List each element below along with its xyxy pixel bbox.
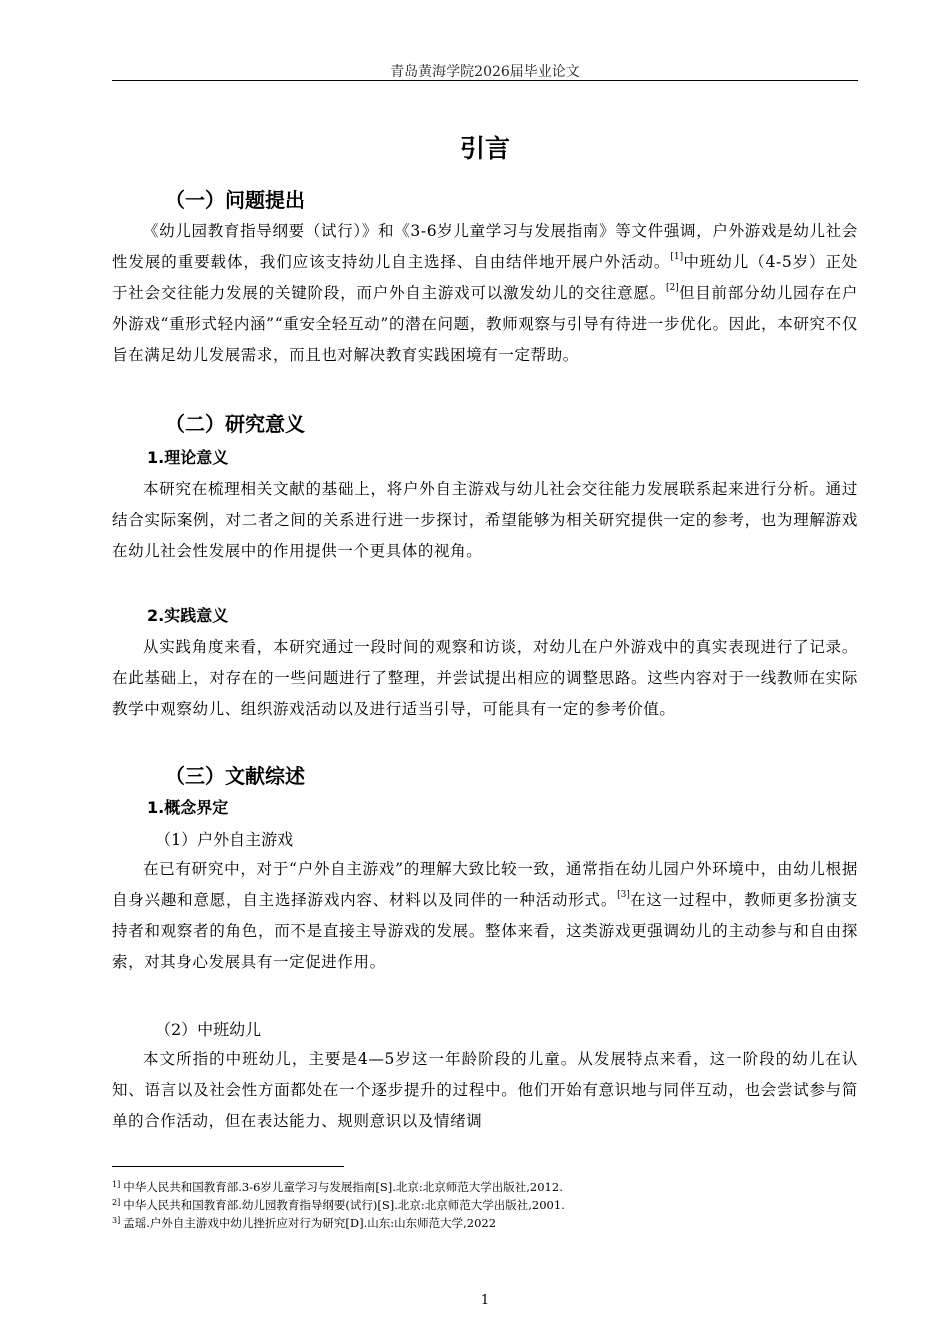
paragraph-practice: 从实践角度来看，本研究通过一段时间的观察和访谈，对幼儿在户外游戏中的真实表现进行了记录。在此基础上，对存在的一些问题进行了整理，并尝试提出相应的调整思路。这些内容对于一线教师在实际教学中观察幼儿、组织游戏活动以及进行适当引导，可能具有一定的参考价值。	[112, 638, 858, 718]
section-heading-literature: （三）文献综述	[165, 764, 305, 788]
footnote-text: 中华人民共和国教育部.3-6岁儿童学习与发展指南[S].北京:北京师范大学出版社,2012.	[123, 1180, 563, 1194]
page-number: 1	[480, 1293, 490, 1308]
footnote-marker: 2]	[112, 1198, 121, 1207]
page-title: 引言	[459, 134, 510, 163]
paragraph-outdoor-play	[112, 854, 858, 978]
subheading-practice: 2.实践意义	[147, 606, 229, 625]
paragraph-text: 《幼儿园教育指导纲要（试行）》和《3-6岁儿童学习与发展指南》等文件强调，户外游戏是幼儿社会性发展的重要载体，我们应该支持幼儿自主选择、自由结伴地开展户外活动。	[112, 222, 858, 271]
footnote-1	[112, 1176, 858, 1196]
footnote-3	[112, 1212, 858, 1232]
paragraph-theory: 本研究在梳理相关文献的基础上，将户外自主游戏与幼儿社会交往能力发展联系起来进行分析。通过结合实际案例，对二者之间的关系进行进一步探讨，希望能够为相关研究提供一定的参考，也为理解游戏在幼儿社会性发展中的作用提供一个更具体的视角。	[112, 480, 858, 560]
citation-ref-2: [2]	[666, 283, 679, 293]
paragraph-text: 但目前部分幼儿园存在户外游戏“重形式轻内涵”“重安全轻互动”的潜在问题，教师观察与引导有待进一步优化。因此，本研究不仅旨在满足幼儿发展需求，而且也对解决教育实践困境有一定帮助。	[112, 284, 859, 364]
section-heading-significance: （二）研究意义	[165, 412, 305, 436]
item-heading-middle-class: （2）中班幼儿	[155, 1020, 262, 1039]
footnote-text: 孟瑶.户外自主游戏中幼儿挫折应对行为研究[D].山东:山东师范大学,2022	[123, 1216, 497, 1230]
footnote-marker: 1]	[112, 1180, 121, 1189]
subheading-theory: 1.理论意义	[147, 448, 229, 467]
paragraph-problem	[112, 216, 858, 371]
citation-ref-1: [1]	[670, 252, 684, 262]
paragraph-text: 中班幼儿（4-5岁）正处于社会交往能力发展的关键阶段，而户外自主游戏可以激发幼儿的交往意愿。	[112, 253, 858, 302]
footnote-rule	[112, 1166, 344, 1167]
footnote-marker: 3]	[112, 1216, 121, 1225]
item-heading-outdoor-play: （1）户外自主游戏	[155, 830, 294, 849]
section-heading-problem: （一）问题提出	[165, 188, 305, 212]
paragraph-text: 在这一过程中，教师更多扮演支持者和观察者的角色，而不是直接主导游戏的发展。整体来看，这类游戏更强调幼儿的主动参与和自由探索，对其身心发展具有一定促进作用。	[112, 891, 858, 971]
subheading-concepts: 1.概念界定	[147, 798, 229, 817]
header-rule	[112, 80, 858, 81]
running-header: 青岛黄海学院2026届毕业论文	[390, 64, 580, 80]
paragraph-text: 在已有研究中，对于“户外自主游戏”的理解大致比较一致，通常指在幼儿园户外环境中，由幼儿根据自身兴趣和意愿，自主选择游戏内容、材料以及同伴的一种活动形式。	[112, 860, 858, 909]
citation-ref-3: [3]	[617, 890, 630, 900]
paragraph-middle-class: 本文所指的中班幼儿，主要是4—5岁这一年龄阶段的儿童。从发展特点来看，这一阶段的幼儿在认知、语言以及社会性方面都处在一个逐步提升的过程中。他们开始有意识地与同伴互动，也会尝试参与简单的合作活动，但在表达能力、规则意识以及情绪调	[112, 1050, 858, 1130]
footnote-text: 中华人民共和国教育部.幼儿园教育指导纲要(试行)[S].北京:北京师范大学出版社,2001.	[123, 1198, 565, 1212]
footnote-2	[112, 1194, 858, 1214]
